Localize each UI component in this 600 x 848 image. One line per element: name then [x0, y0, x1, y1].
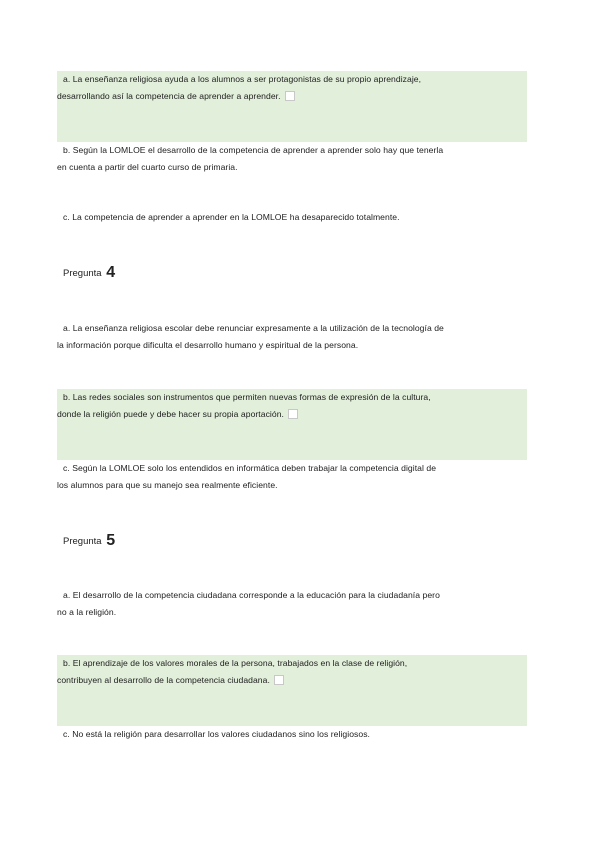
- q4-option-b[interactable]: [57, 389, 527, 460]
- q4-option-a[interactable]: [57, 320, 527, 354]
- question-4-number: 4: [106, 264, 116, 281]
- checkbox-icon[interactable]: [288, 409, 298, 419]
- q5-option-c[interactable]: [57, 726, 527, 743]
- q3-option-b-line2: en cuenta a partir del cuarto curso de primaria.: [57, 162, 238, 172]
- question-5-number: 5: [106, 532, 116, 549]
- q3-option-c-line1: c. La competencia de aprender a aprender en la LOMLOE ha desaparecido totalmente.: [63, 212, 400, 222]
- q3-option-a-line1: a. La enseñanza religiosa ayuda a los alumnos a ser protagonistas de su propio aprendizaje,: [63, 74, 422, 84]
- q5-option-b-line1: b. El aprendizaje de los valores morales de la persona, trabajados en la clase de religión,: [63, 658, 408, 668]
- q5-option-b-line2: contribuyen al desarrollo de la competencia ciudadana.: [57, 675, 270, 685]
- q4-option-c-line1: c. Según la LOMLOE solo los entendidos en informática deben trabajar la competencia digital de: [63, 463, 437, 473]
- q3-option-b-line1: b. Según la LOMLOE el desarrollo de la competencia de aprender a aprender solo hay que tenerla: [63, 145, 444, 155]
- q3-option-a-line2: desarrollando así la competencia de aprender a aprender.: [57, 91, 281, 101]
- q4-option-a-line2: la información porque dificulta el desarrollo humano y espiritual de la persona.: [57, 340, 359, 350]
- q4-option-b-line1: b. Las redes sociales son instrumentos que permiten nuevas formas de expresión de la cultura,: [63, 392, 431, 402]
- q5-option-a-line1: a. El desarrollo de la competencia ciudadana corresponde a la educación para la ciudadanía pero: [63, 590, 440, 600]
- question-4-label: Pregunta: [63, 268, 102, 279]
- q5-option-a-line2: no a la religión.: [57, 607, 117, 617]
- q3-option-a[interactable]: [57, 71, 527, 142]
- q5-option-c-line1: c. No está la religión para desarrollar los valores ciudadanos sino los religiosos.: [63, 729, 370, 739]
- q4-option-c-line2: los alumnos para que su manejo sea realmente eficiente.: [57, 480, 278, 490]
- question-5-label: Pregunta: [63, 536, 102, 547]
- checkbox-icon[interactable]: [274, 675, 284, 685]
- q4-option-c[interactable]: [57, 460, 527, 494]
- q5-option-b[interactable]: [57, 655, 527, 726]
- checkbox-icon[interactable]: [285, 91, 295, 101]
- q3-option-c[interactable]: [57, 209, 527, 226]
- q5-option-a[interactable]: [57, 587, 527, 621]
- question-5-heading: [63, 532, 115, 550]
- q3-option-b[interactable]: [57, 142, 527, 176]
- q4-option-b-line2: donde la religión puede y debe hacer su propia aportación.: [57, 409, 284, 419]
- question-4-heading: [63, 264, 115, 282]
- q4-option-a-line1: a. La enseñanza religiosa escolar debe renunciar expresamente a la utilización de la tecnología de: [63, 323, 444, 333]
